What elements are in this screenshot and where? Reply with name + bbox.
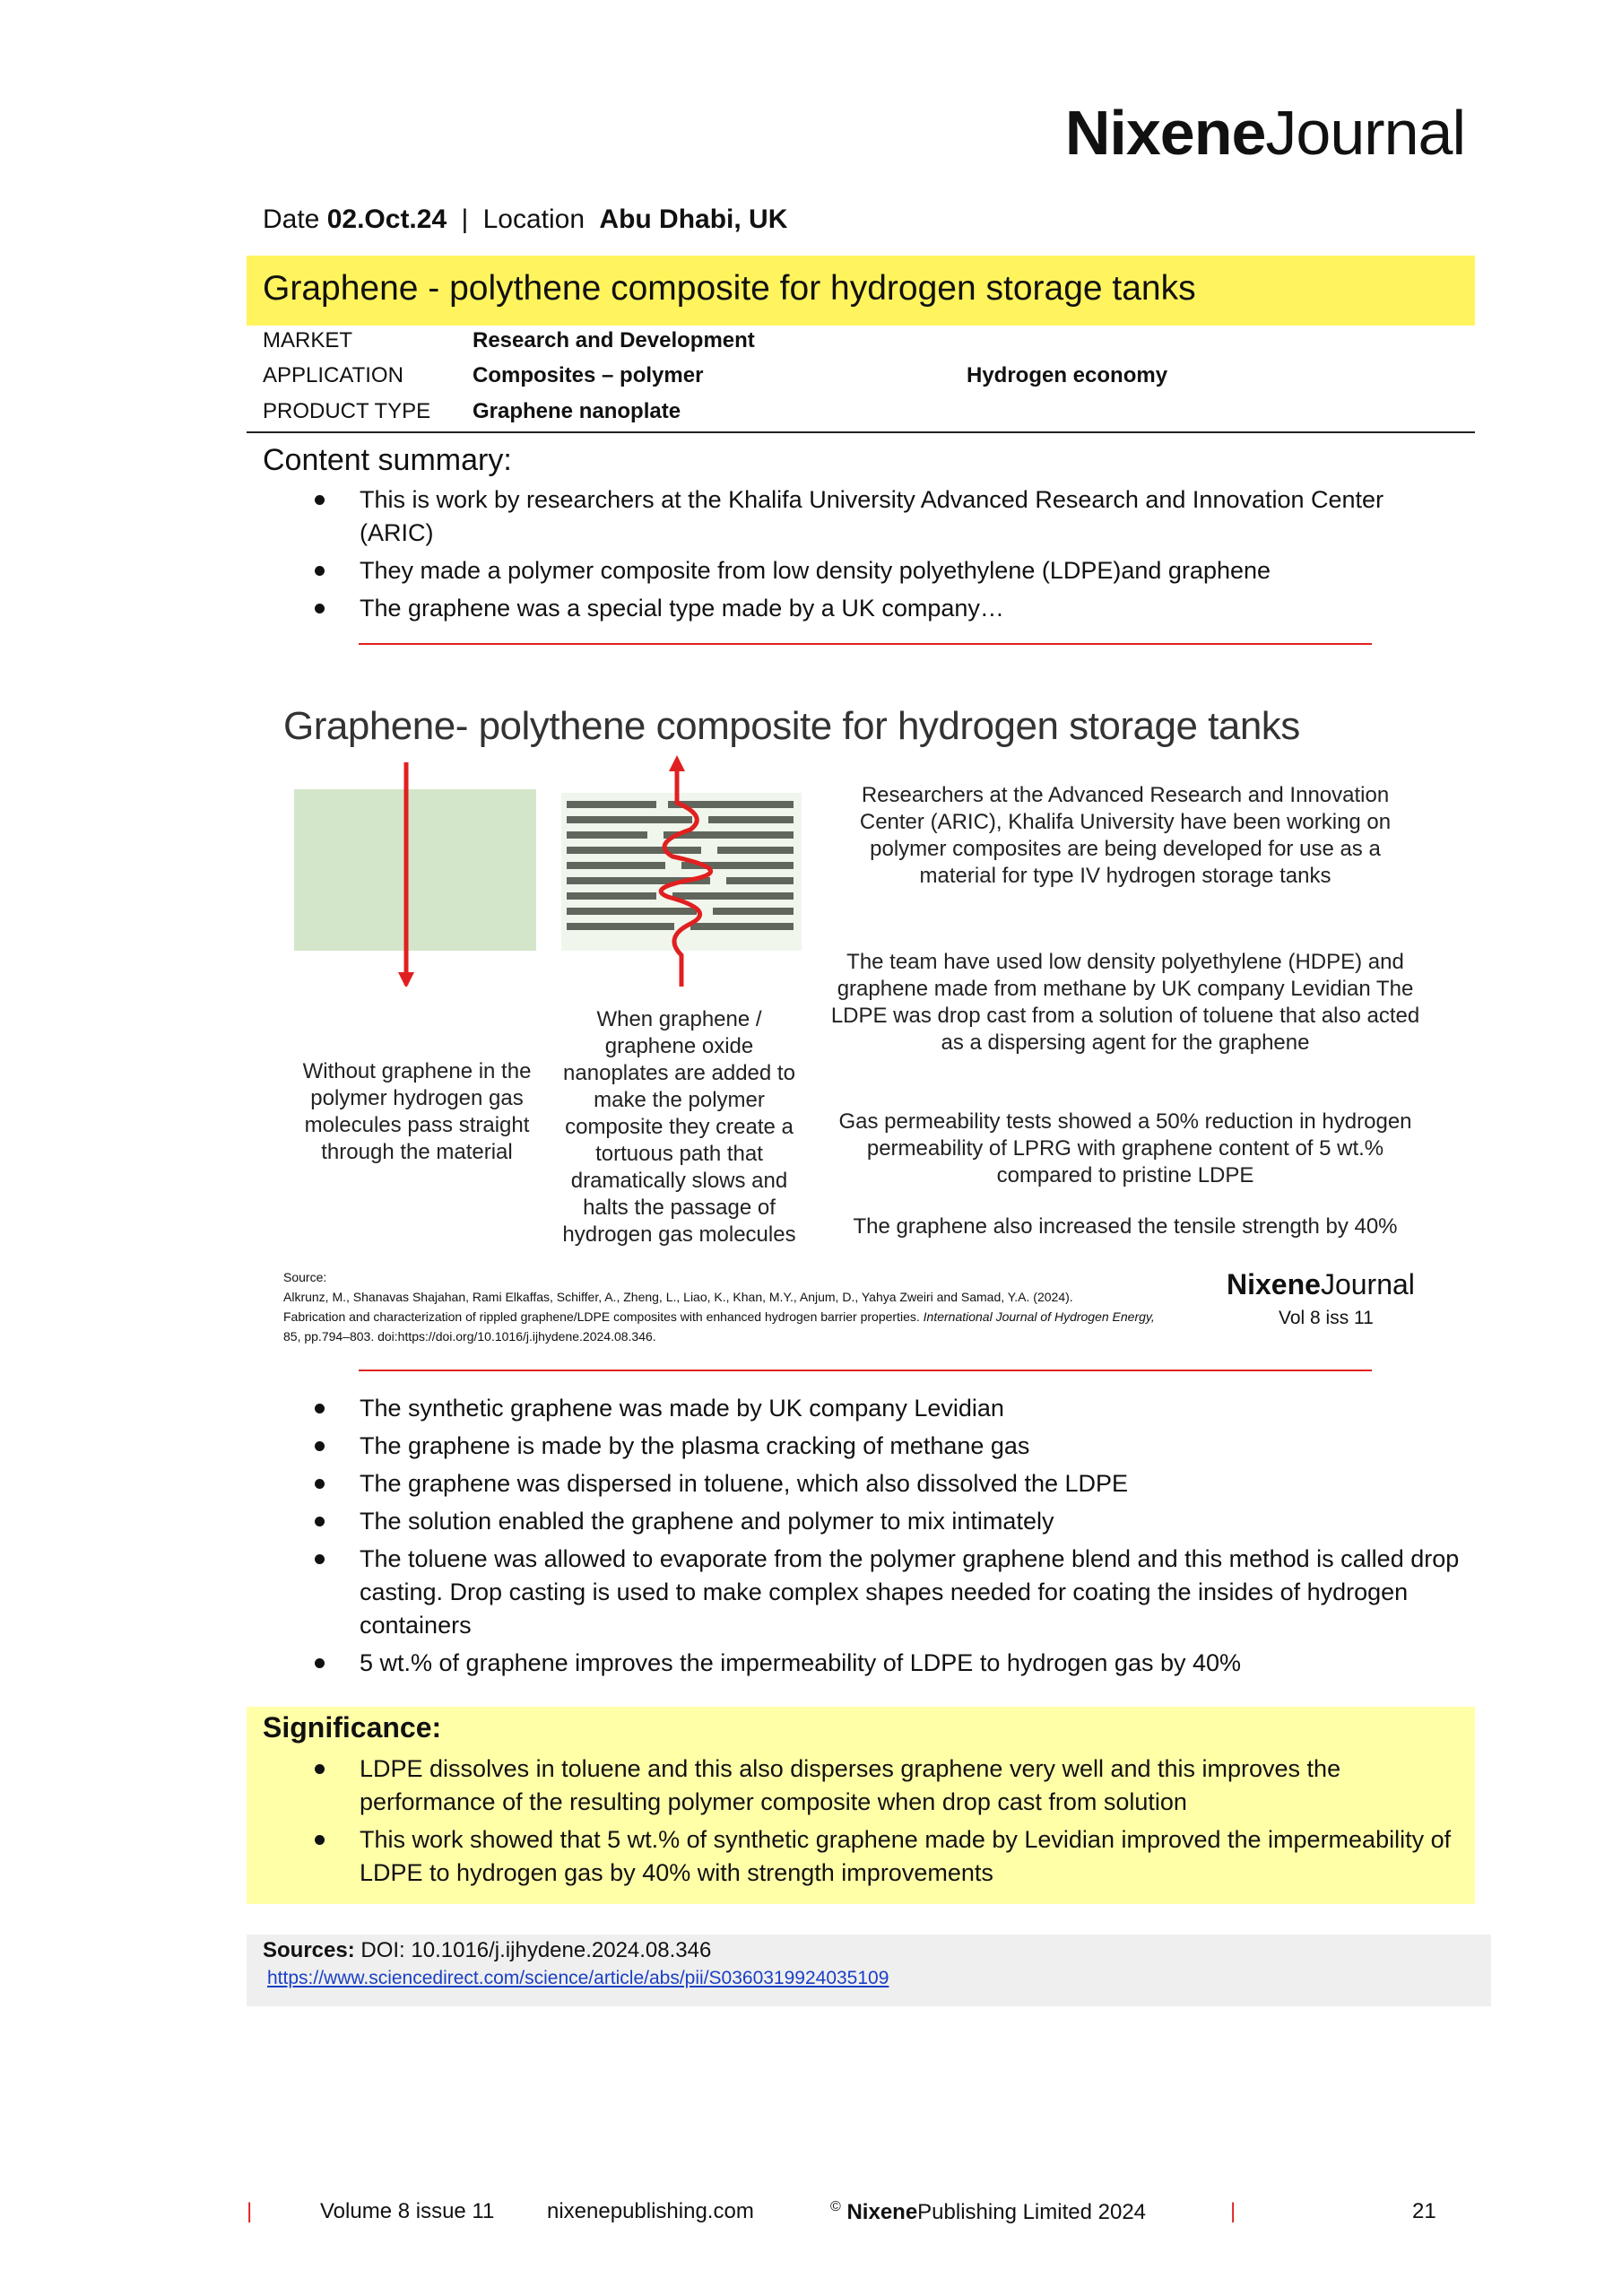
- list-item: The graphene was dispersed in toluene, which also dissolved the LDPE: [263, 1467, 1464, 1500]
- market-label: MARKET: [263, 328, 353, 352]
- left-caption: Without graphene in the polymer hydrogen gas molecules pass straight through the material: [302, 1059, 532, 1164]
- page-number: 21: [1412, 2199, 1436, 2223]
- meta-divider: [247, 431, 1475, 433]
- journal-logo: NixeneJournal: [1064, 98, 1465, 168]
- list-item: The solution enabled the graphene and polymer to mix intimately: [263, 1505, 1464, 1538]
- list-item: LDPE dissolves in toluene and this also disperses graphene very well and this improves the performance of the resulting polymer composite when drop cast from solution: [263, 1752, 1464, 1819]
- list-item: They made a polymer composite from low density polyethylene (LDPE)and graphene: [263, 554, 1419, 587]
- summary-list: [263, 483, 1419, 630]
- dateline-separator: |: [461, 204, 469, 234]
- significance-list: [263, 1752, 1464, 1894]
- application-label: APPLICATION: [263, 363, 403, 387]
- application-value: Composites – polymer: [473, 363, 704, 387]
- figure-source: Source: Alkrunz, M., Shanavas Shajahan, Rami Elkaffas, Schiffer, A., Zheng, L., Liao, K., Khan, M.Y., Anjum, D., Yahya Zweiri and Samad, Y.A. (2024). Fabrication and characterization of rippled graphene/LDPE composites with enhanced hydrogen barrier properties. International Journal of Hydrogen Energy, 85, pp.794–803. doi:https://doi.org/10.1016/j.ijhydene.2024.08.346.: [283, 1270, 1155, 1344]
- figure-volume: Vol 8 iss 11: [1279, 1308, 1374, 1328]
- tortuous-path-arrowhead: [669, 755, 685, 771]
- figure-para-4: The graphene also increased the tensile strength by 40%: [853, 1214, 1398, 1239]
- list-item: The synthetic graphene was made by UK company Levidian: [263, 1392, 1464, 1425]
- footer-site: nixenepublishing.com: [547, 2199, 754, 2223]
- summary-heading: Content summary:: [263, 443, 512, 477]
- product-type-value: Graphene nanoplate: [473, 399, 681, 423]
- list-item: The toluene was allowed to evaporate from the polymer graphene blend and this method is called drop casting. Drop casting is used to make complex shapes needed for coating the insides of hydrogen containers: [263, 1543, 1464, 1642]
- date-value: 02.Oct.24: [326, 204, 447, 234]
- footer-pipe-right: |: [1230, 2199, 1236, 2223]
- footer-volume: Volume 8 issue 11: [320, 2199, 495, 2223]
- list-item: This is work by researchers at the Khalifa University Advanced Research and Innovation Center (ARIC): [263, 483, 1419, 550]
- list-item: This work showed that 5 wt.% of synthetic graphene made by Levidian improved the impermeability of LDPE to hydrogen gas by 40% with strength improvements: [263, 1823, 1464, 1890]
- significance-heading: Significance:: [263, 1711, 442, 1744]
- figure-para-1: Researchers at the Advanced Research and Innovation Center (ARIC), Khalifa University have been working on polymer composites are being developed for use as a material for type IV hydrogen storage tanks: [859, 783, 1392, 888]
- figure-bottom-rule: [359, 1370, 1372, 1371]
- product-type-label: PRODUCT TYPE: [263, 399, 431, 423]
- figure-top-rule: [359, 643, 1372, 645]
- date-label: Date: [263, 204, 320, 234]
- list-item: 5 wt.% of graphene improves the impermeability of LDPE to hydrogen gas by 40%: [263, 1647, 1464, 1680]
- footer-copyright: © NixenePublishing Limited 2024: [830, 2199, 1147, 2224]
- details-list: [263, 1392, 1464, 1684]
- figure-title: Graphene- polythene composite for hydrogen storage tanks: [283, 704, 1300, 748]
- middle-caption: When graphene / graphene oxide nanoplates are added to make the polymer composite they create a tortuous path that dramatically slows and halts the passage of hydrogen gas molecules: [562, 1007, 796, 1247]
- straight-path-arrowhead: [398, 972, 414, 987]
- dateline: [263, 204, 787, 235]
- plain-polymer-block: [294, 789, 536, 951]
- location-value: Abu Dhabi, UK: [599, 204, 788, 234]
- figure-para-2: The team have used low density polyethylene (HDPE) and graphene made from methane by UK company Levidian The LDPE was drop cast from a solution of toluene that also acted as a dispersing agent for the graphene: [830, 950, 1420, 1055]
- location-label: Location: [482, 204, 585, 234]
- figure-para-3: Gas permeability tests showed a 50% reduction in hydrogen permeability of LPRG with graphene content of 5 wt.% compared to pristine LDPE: [838, 1109, 1412, 1187]
- permeation-diagram: [269, 753, 825, 987]
- figure-logo: NixeneJournal: [1227, 1268, 1415, 1300]
- article-title: Graphene - polythene composite for hydrogen storage tanks: [263, 269, 1196, 308]
- sources-line: Sources: DOI: 10.1016/j.ijhydene.2024.08.346: [263, 1938, 712, 1962]
- market-value: Research and Development: [473, 328, 755, 352]
- source-link[interactable]: https://www.sciencedirect.com/science/article/abs/pii/S0360319924035109: [267, 1968, 889, 1988]
- footer-pipe-left: |: [247, 2199, 253, 2223]
- list-item: The graphene is made by the plasma cracking of methane gas: [263, 1430, 1464, 1463]
- list-item: The graphene was a special type made by a UK company…: [263, 592, 1419, 625]
- application-extra: Hydrogen economy: [967, 363, 1168, 387]
